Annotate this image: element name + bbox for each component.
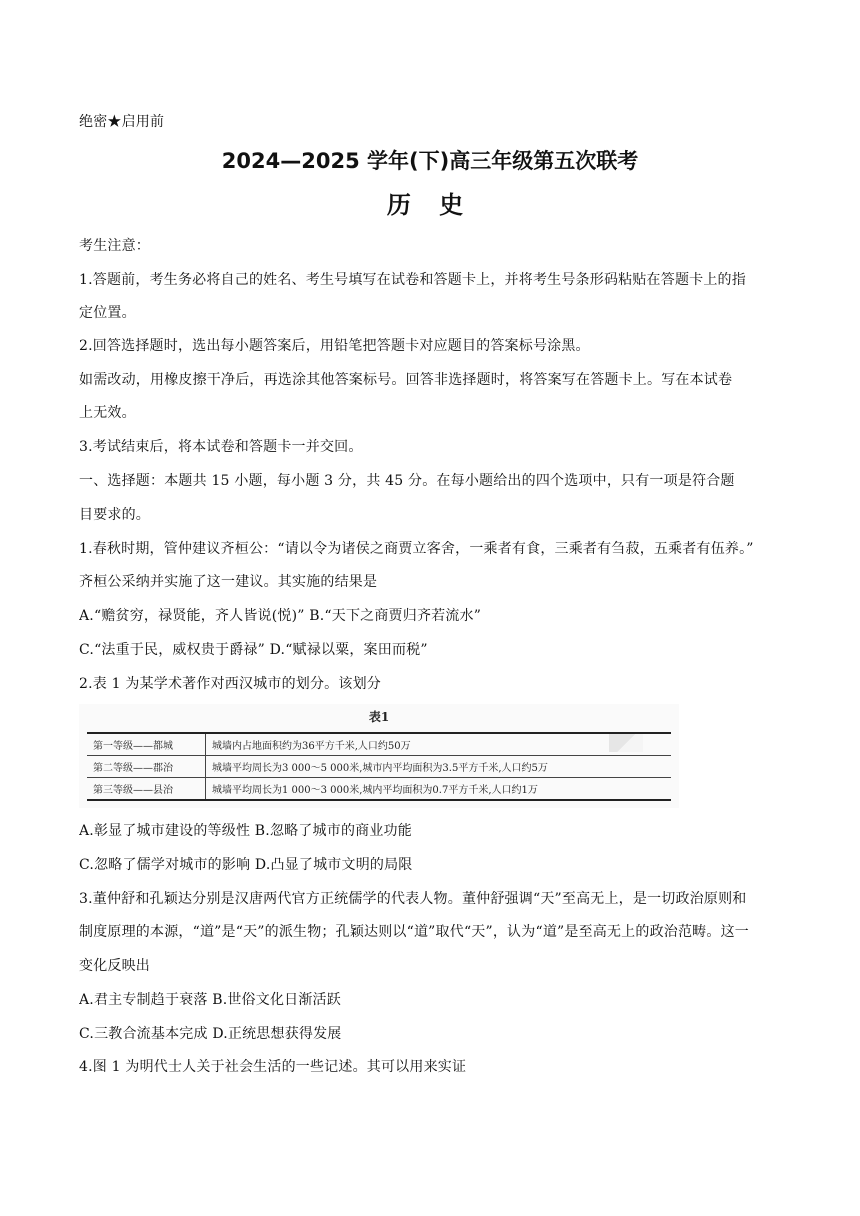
question-3-options: A.君主专制趋于衰落 B.世俗文化日渐活跃 [79, 992, 341, 1008]
notice-line: 上无效。 [79, 405, 136, 421]
table-cell-level: 第一等级——都城 [87, 733, 206, 756]
question-3-stem: 变化反映出 [79, 958, 150, 974]
question-1-stem: 齐桓公采纳并实施了这一建议。其实施的结果是 [79, 574, 378, 590]
table-cell-level: 第二等级——郡治 [87, 756, 206, 778]
section-intro: 目要求的。 [79, 507, 150, 523]
table-row [87, 756, 671, 778]
table-row [87, 778, 671, 801]
section-intro: 一、选择题：本题共 15 小题，每小题 3 分，共 45 分。在每小题给出的四个选项中，只有一项是符合题 [79, 473, 735, 489]
subject-title: 历 史 [386, 191, 474, 219]
exam-title: 2024—2025 学年(下)高三年级第五次联考 [221, 149, 639, 173]
notice-line: 如需改动，用橡皮擦干净后，再选涂其他答案标号。回答非选择题时，将答案写在答题卡上。写在本试卷 [79, 372, 733, 388]
notice-line: 定位置。 [79, 305, 136, 321]
table-cell-desc: 城墙内占地面积约为36平方千米,人口约50万 [206, 733, 672, 756]
table-cell-desc: 城墙平均周长为3 000～5 000米,城市内平均面积为3.5平方千米,人口约5万 [206, 756, 672, 778]
table-row [87, 733, 671, 756]
table-cell-level: 第三等级——县治 [87, 778, 206, 801]
question-1-stem: 1.春秋时期，管仲建议齐桓公：“请以令为诸侯之商贾立客舍，一乘者有食，三乘者有刍菽，五乘者有伍养。” [79, 541, 754, 557]
question-2-options: C.忽略了儒学对城市的影响 D.凸显了城市文明的局限 [79, 857, 413, 873]
notice-line: 2.回答选择题时，选出每小题答案后，用铅笔把答题卡对应题目的答案标号涂黑。 [79, 338, 590, 354]
question-1-options: C.“法重于民，威权贵于爵禄” D.“赋禄以粟，案田而税” [79, 642, 428, 658]
city-level-table [87, 732, 671, 801]
secret-mark: 绝密★启用前 [79, 114, 165, 130]
table-1-image [79, 704, 679, 808]
question-2-options: A.彰显了城市建设的等级性 B.忽略了城市的商业功能 [79, 823, 412, 839]
notice-line: 1.答题前，考生务必将自己的姓名、考生号填写在试卷和答题卡上，并将考生号条形码粘贴在答题卡上的指 [79, 272, 746, 288]
question-1-options: A.“赡贫穷，禄贤能，齐人皆说(悦)” B.“天下之商贾归齐若流水” [79, 608, 482, 624]
question-3-stem: 制度原理的本源，“道”是“天”的派生物；孔颖达则以“道”取代“天”，认为“道”是至高无上的政治范畴。这一 [79, 924, 749, 940]
question-2-stem: 2.表 1 为某学术著作对西汉城市的划分。该划分 [79, 676, 381, 692]
table-cell-desc: 城墙平均周长为1 000～3 000米,城内平均面积为0.7平方千米,人口约1万 [206, 778, 672, 801]
question-3-options: C.三教合流基本完成 D.正统思想获得发展 [79, 1026, 342, 1042]
question-3-stem: 3.董仲舒和孔颖达分别是汉唐两代官方正统儒学的代表人物。董仲舒强调“天”至高无上，是一切政治原则和 [79, 891, 747, 907]
notice-line: 3.考试结束后，将本试卷和答题卡一并交回。 [79, 439, 363, 455]
notice-heading: 考生注意： [79, 238, 150, 254]
table-caption: 表1 [368, 710, 390, 724]
question-4-stem: 4.图 1 为明代士人关于社会生活的一些记述。其可以用来实证 [79, 1059, 467, 1075]
